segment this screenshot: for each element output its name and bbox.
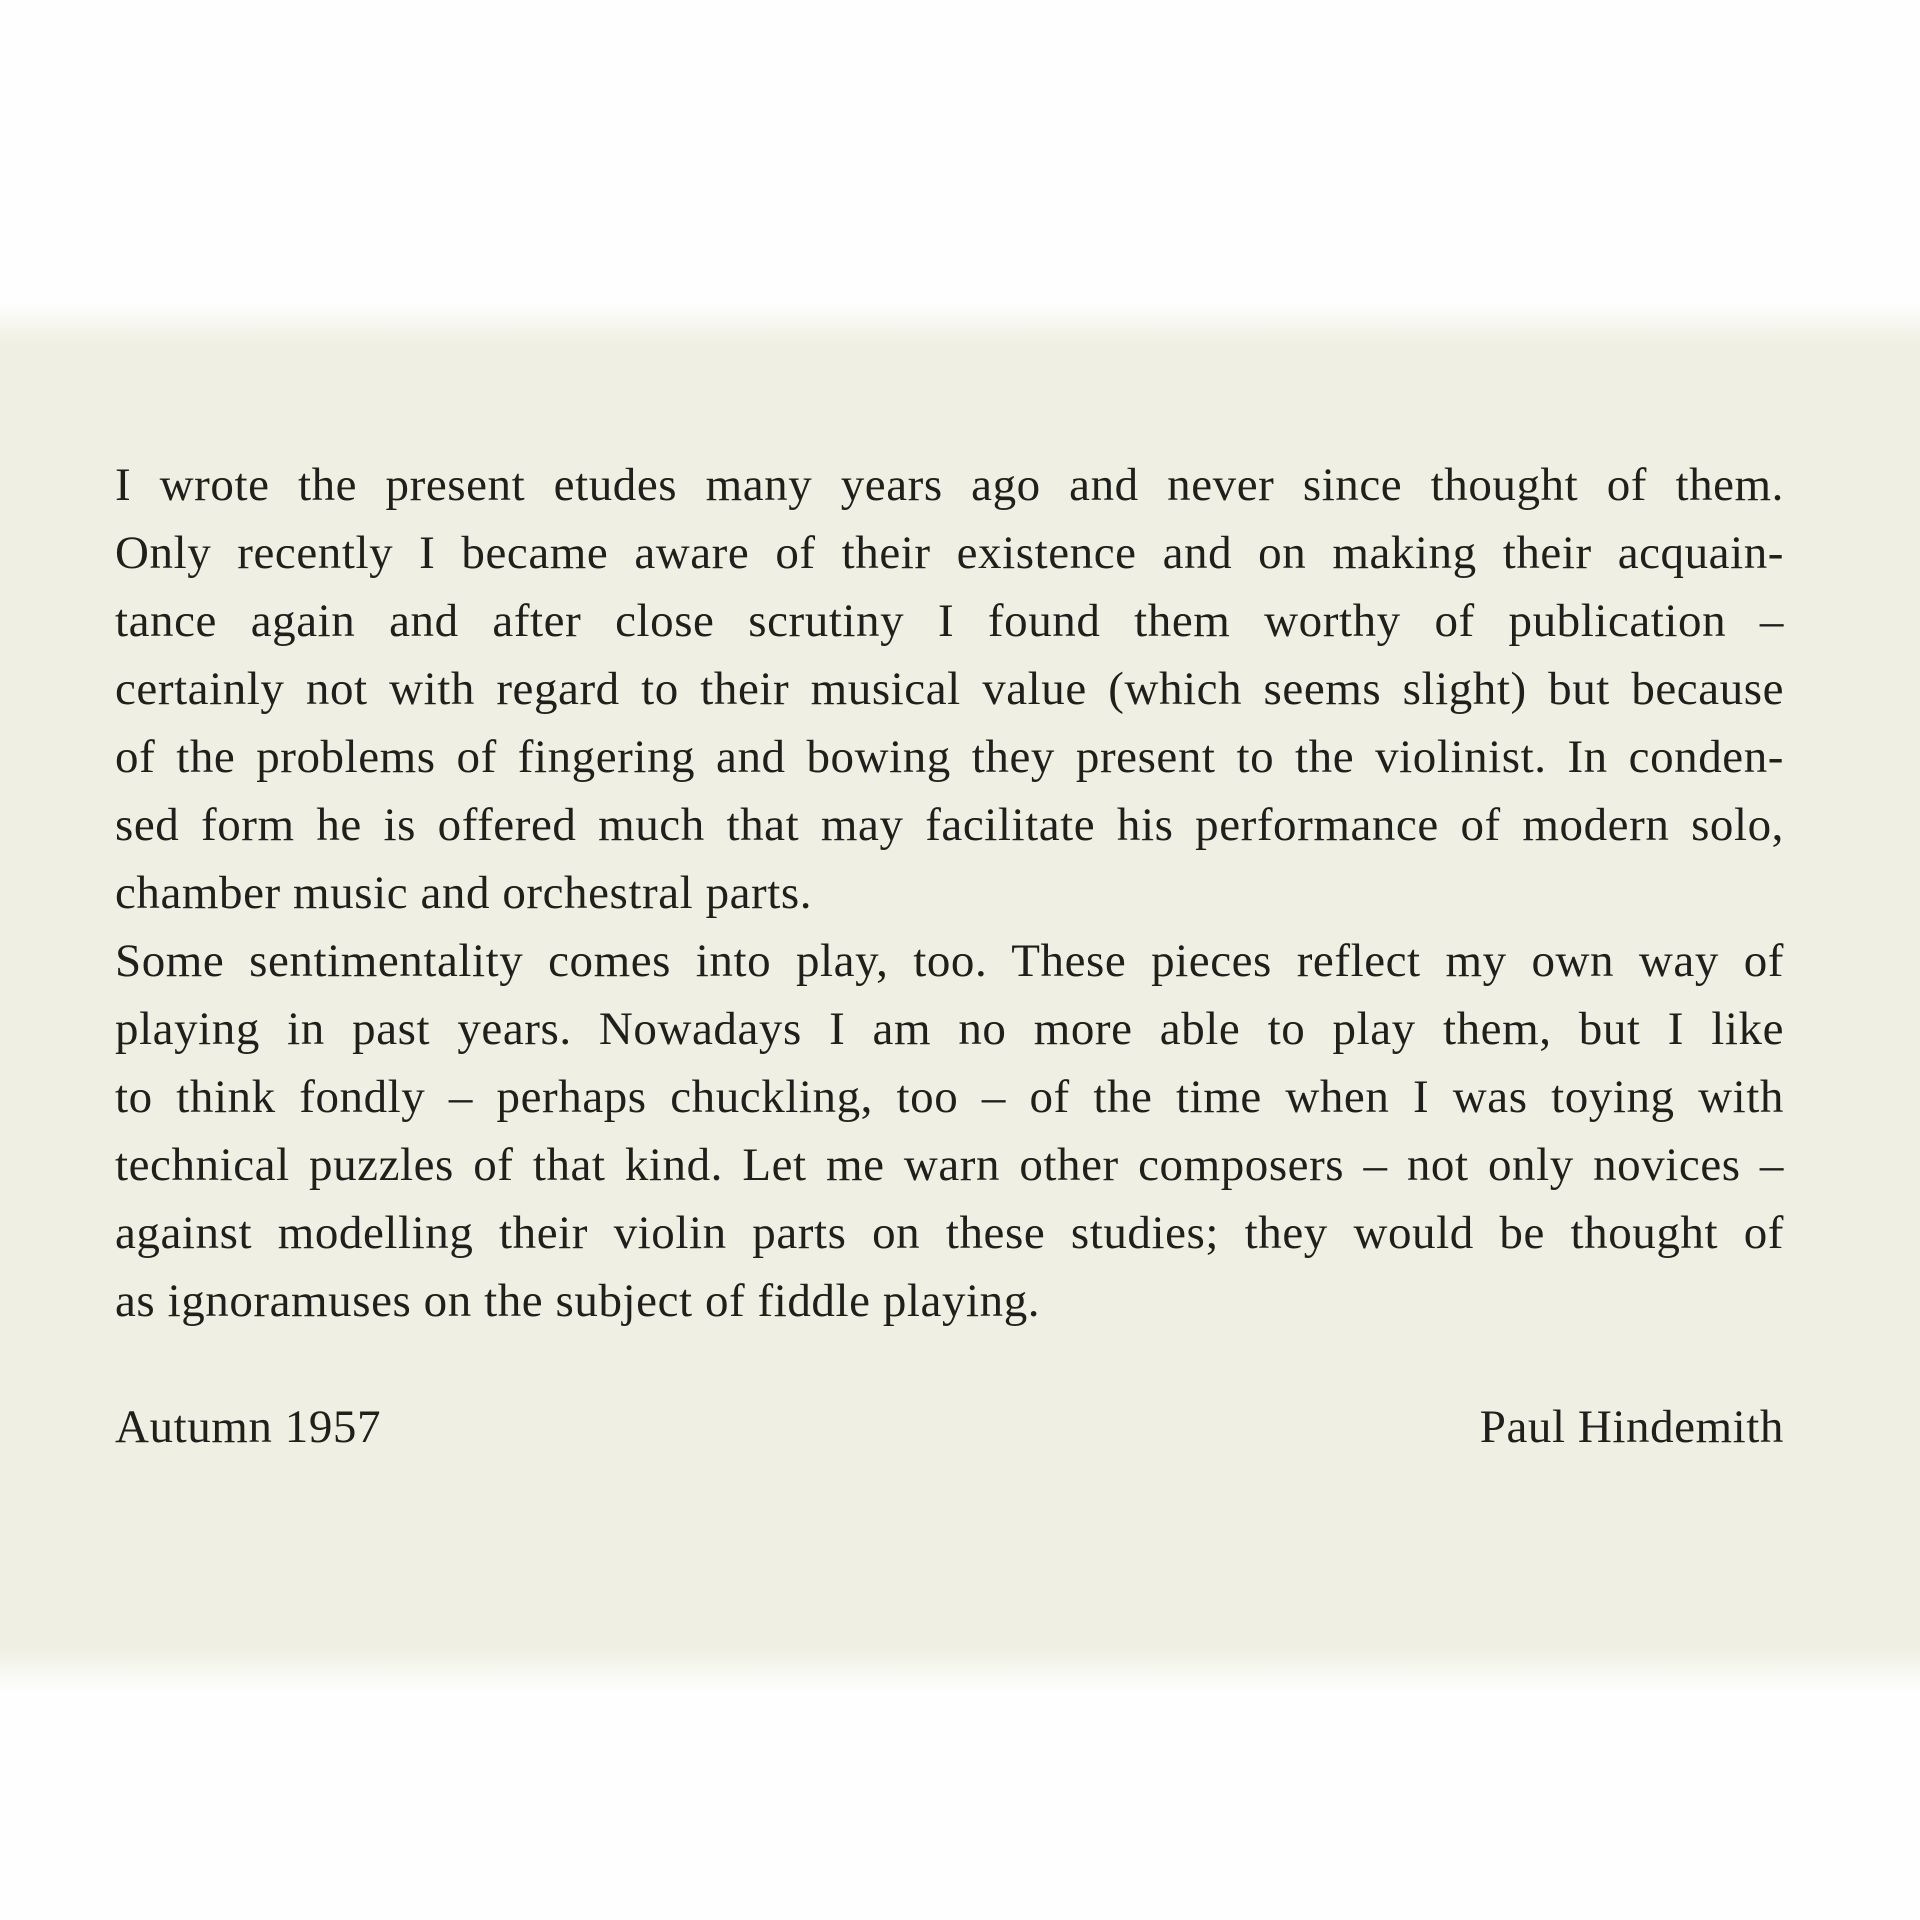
preface-paragraph: [115, 927, 1784, 1335]
text-line: Only recently I became aware of their existence and on making their acquain-: [115, 527, 1784, 579]
text-line: I wrote the present etudes many years ago and never since thought of them.: [115, 459, 1784, 511]
preface-text-block: [115, 451, 1784, 1461]
preface-paragraph: [115, 451, 1784, 927]
text-line: tance again and after close scrutiny I found them worthy of publication –: [115, 595, 1784, 647]
text-line: as ignoramuses on the subject of fiddle playing.: [115, 1275, 1041, 1327]
text-line: to think fondly – perhaps chuckling, too – of the time when I was toying with: [115, 1071, 1784, 1123]
text-line: playing in past years. Nowadays I am no more able to play them, but I like: [115, 1003, 1784, 1055]
signature-row: [115, 1393, 1784, 1461]
text-line: technical puzzles of that kind. Let me warn other composers – not only novices –: [115, 1139, 1784, 1191]
date-text: Autumn 1957: [115, 1401, 382, 1453]
text-line: against modelling their violin parts on these studies; they would be thought of: [115, 1207, 1784, 1259]
author-text: Paul Hindemith: [1479, 1401, 1784, 1453]
text-line: certainly not with regard to their musical value (which seems slight) but because: [115, 663, 1784, 715]
text-line: of the problems of fingering and bowing they present to the violinist. In conden-: [115, 731, 1784, 783]
text-line: sed form he is offered much that may facilitate his performance of modern solo,: [115, 799, 1784, 851]
text-line: Some sentimentality comes into play, too. These pieces reflect my own way of: [115, 935, 1784, 987]
text-line: chamber music and orchestral parts.: [115, 867, 813, 919]
